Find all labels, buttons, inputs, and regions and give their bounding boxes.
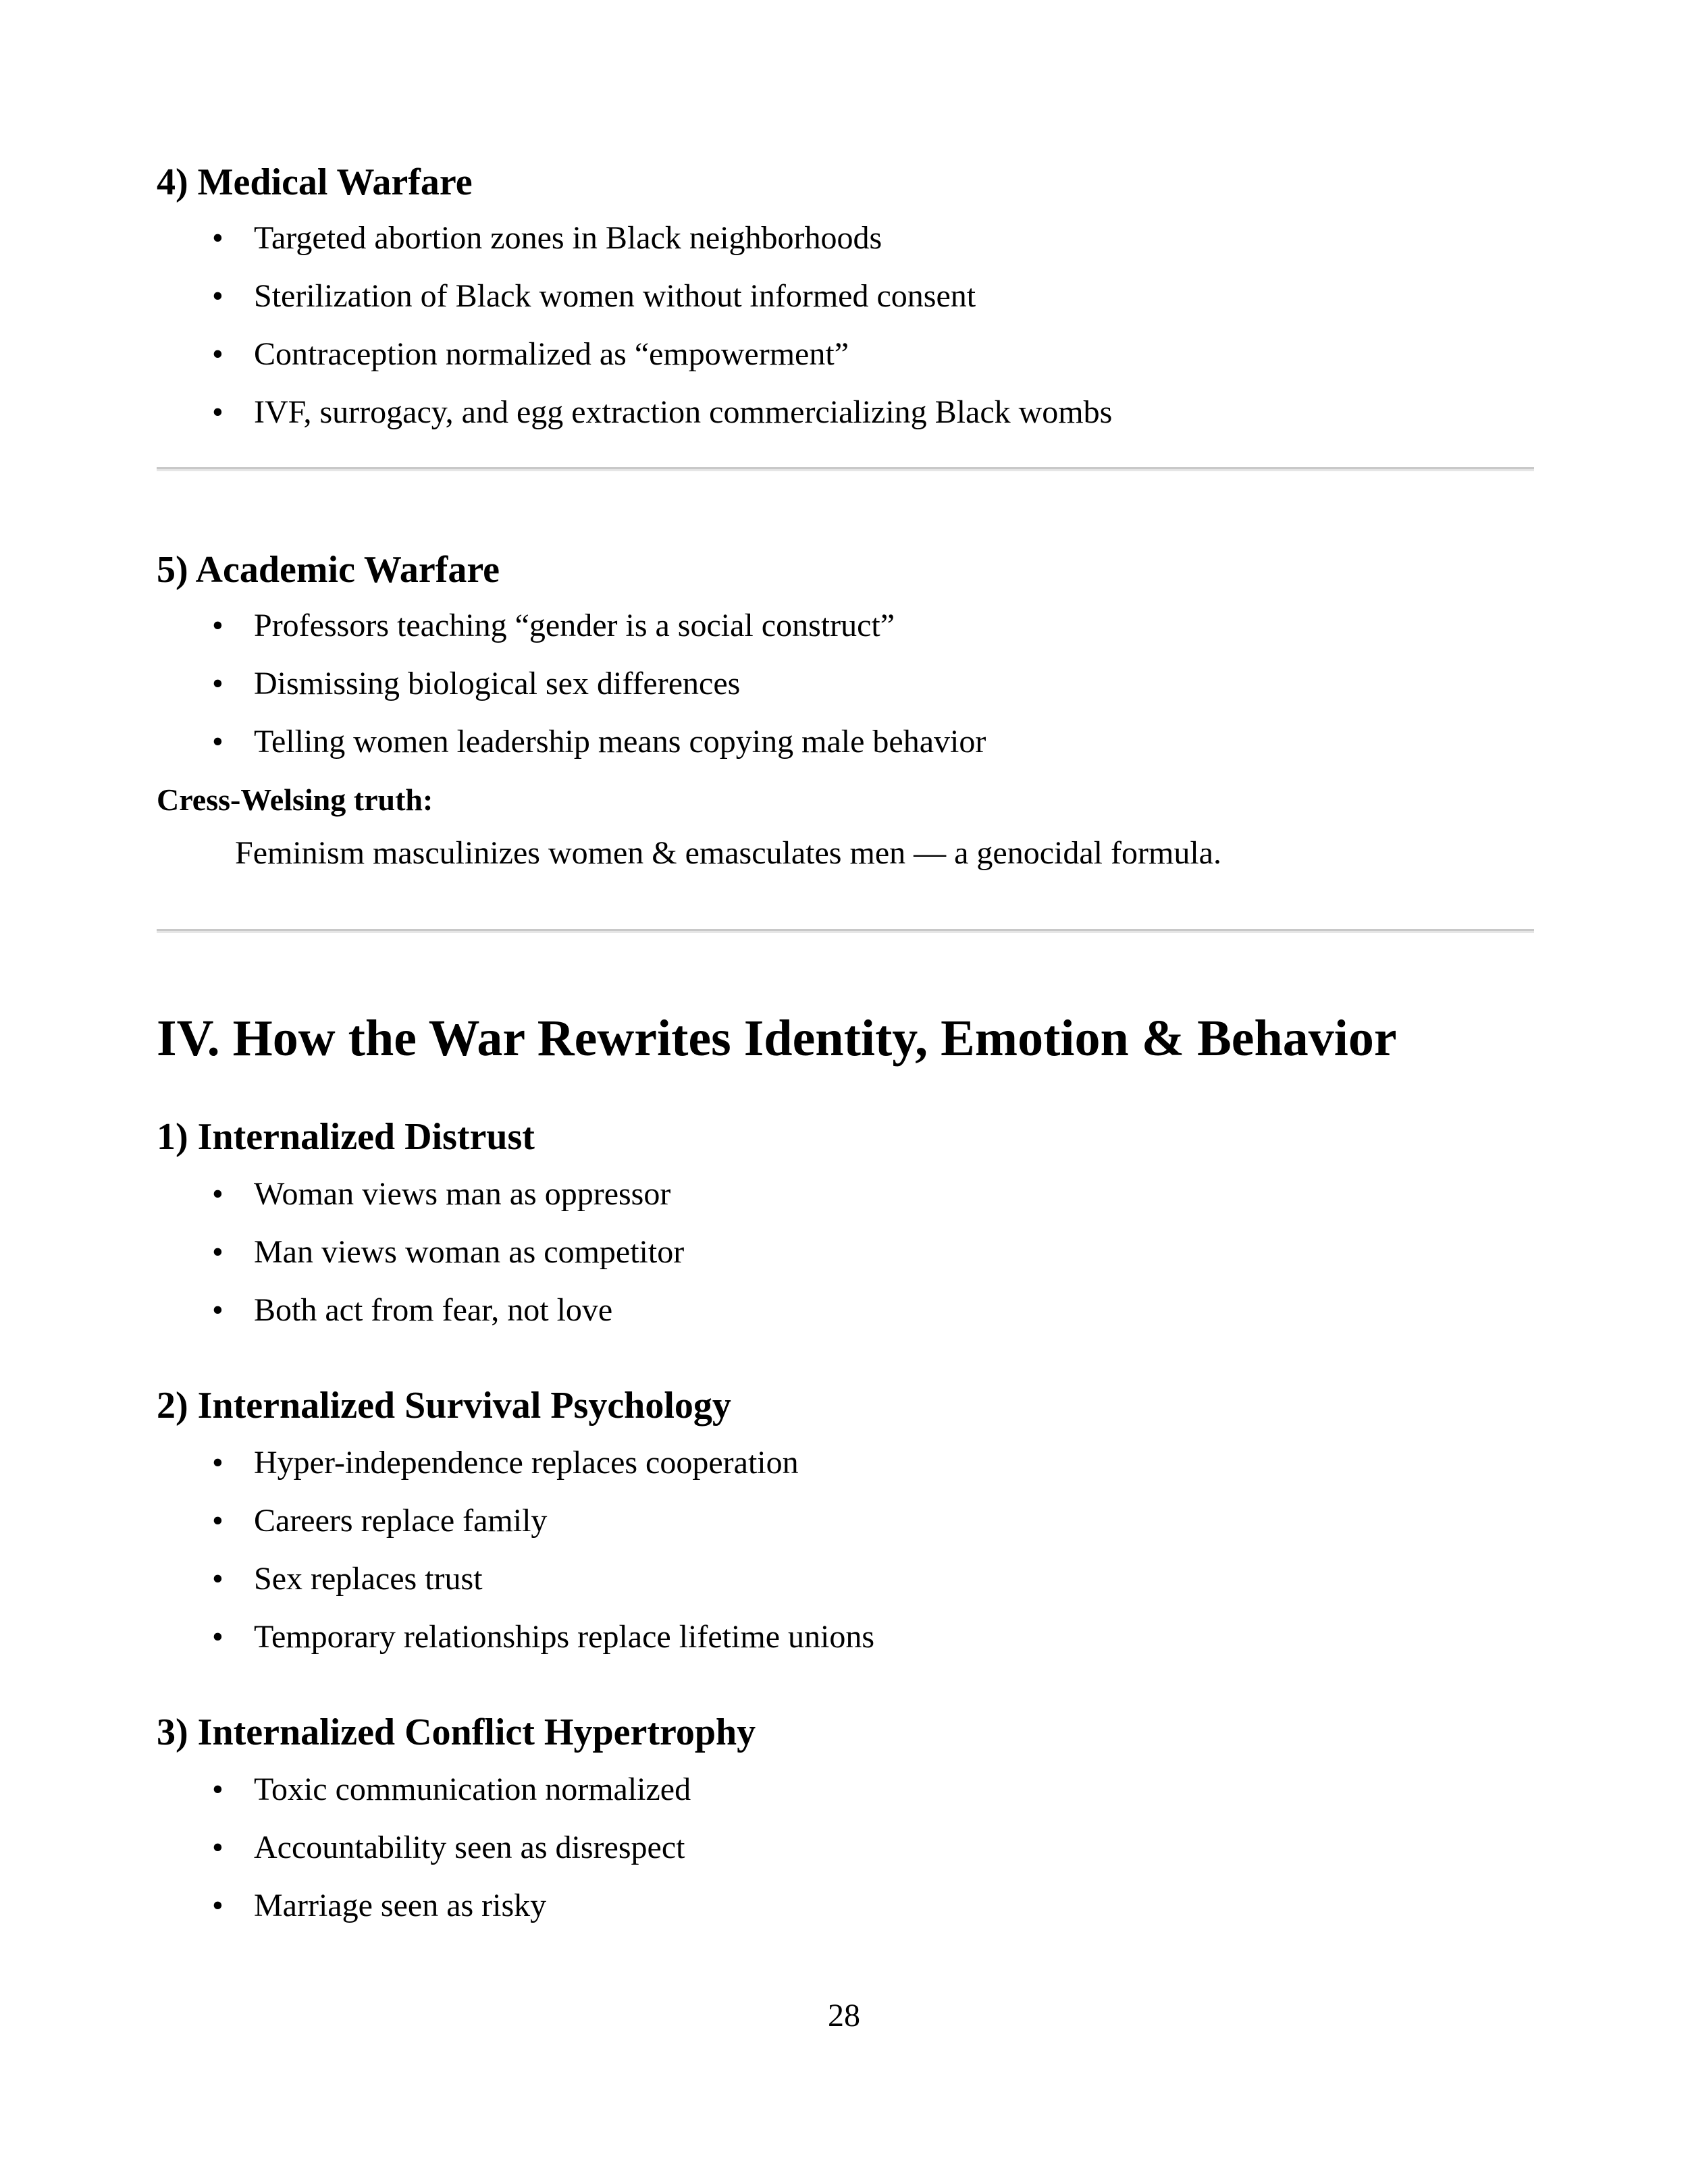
bullet-icon: • [212,394,223,430]
bullet-icon: • [212,1292,223,1328]
bullet-icon: • [212,1176,223,1212]
bullet-icon: • [212,1772,223,1807]
bullet-icon: • [212,1561,223,1597]
section-heading-academic-warfare: 5) Academic Warfare [157,549,500,591]
horizontal-divider [157,467,1534,471]
cress-welsing-label: Cress-Welsing truth: [157,782,433,817]
bullet-icon: • [212,1830,223,1865]
major-heading: IV. How the War Rewrites Identity, Emotion & Behavior [157,1010,1397,1067]
cress-welsing-quote: Feminism masculinizes women & emasculates men — a genocidal formula. [235,835,1221,871]
bullet-icon: • [212,1888,223,1923]
bullet-icon: • [212,1619,223,1655]
bullet-icon: • [212,666,223,701]
bullet-icon: • [212,220,223,256]
page-number: 28 [828,1998,860,2033]
section-heading-medical-warfare: 4) Medical Warfare [157,161,473,203]
bullet-icon: • [212,724,223,760]
bullet-icon: • [212,608,223,643]
bullet-icon: • [212,1503,223,1539]
subsection-heading-internalized-conflict-hypertrophy: 3) Internalized Conflict Hypertrophy [157,1711,756,1753]
bullet-icon: • [212,1234,223,1270]
bullet-icon: • [212,1445,223,1481]
subsection-heading-internalized-distrust: 1) Internalized Distrust [157,1116,535,1158]
bullet-icon: • [212,278,223,314]
subsection-heading-internalized-survival-psychology: 2) Internalized Survival Psychology [157,1385,731,1427]
horizontal-divider [157,929,1534,933]
bullet-icon: • [212,336,223,372]
